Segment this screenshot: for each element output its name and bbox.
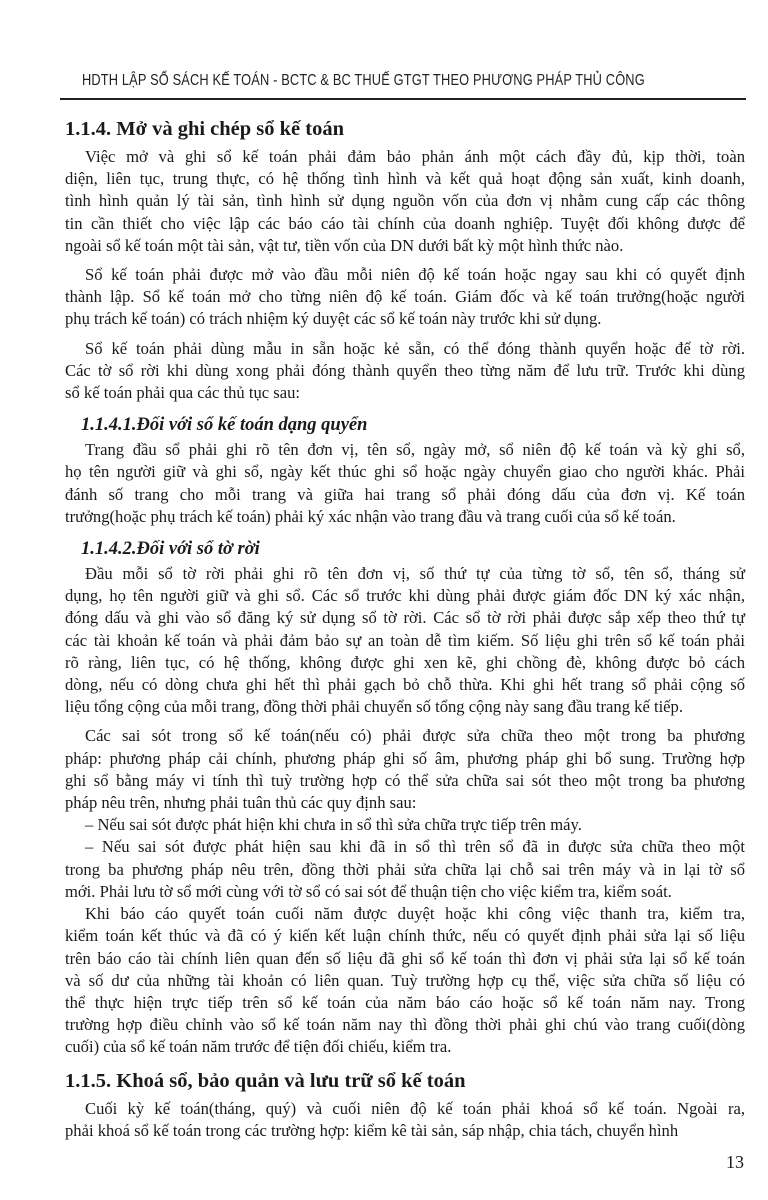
text-line: rõ ràng, liên tục, có hệ thống, không được ghi xen kẽ, ghi chồng đè, không được bỏ cách [65,652,745,672]
text-line: diện, liên tục, trung thực, có hệ thống tình hình và kết quả hoạt động sản xuất, kinh doanh, [65,169,745,189]
text-line: Các sai sót trong sổ kế toán(nếu có) phải được sửa chữa theo một trong ba phương [85,726,745,746]
text-line: kiểm toán kết thúc và đã có ý kiến kết luận chính thức, nếu có quyết định phải sửa lại số liệu [65,926,745,946]
text-line: Trang đầu sổ phải ghi rõ tên đơn vị, tên sổ, ngày mở, sổ niên độ kế toán và kỳ ghi sổ, [85,440,745,460]
text-line: tin cần thiết cho việc lập các báo cáo tài chính của doanh nghiệp. Tuyệt đối không được để [65,213,745,233]
text-line: mới. Phải lưu tờ sổ mới cùng với tờ sổ có sai sót để thuận tiện cho việc kiểm tra, kiểm soát. [65,881,672,901]
text-line: phụ trách kế toán) có trách nhiệm ký duyệt các sổ kế toán này trước khi sử dụng. [65,309,602,329]
text-line: pháp: phương pháp cải chính, phương pháp ghi số âm, phương pháp ghi bổ sung. Trường hợp [65,748,745,768]
text-line: ghi sổ bằng máy vi tính thì tuỳ trường hợp có thể sửa chữa sai sót theo một trong ba phương [65,770,745,790]
text-line: cuối) của sổ kế toán năm trước để tiện đối chiếu, kiểm tra. [65,1037,452,1057]
paragraph [65,814,745,836]
text-line: trường hợp điều chỉnh vào sổ kế toán năm nay thì đồng thời phải ghi chú vào trang cuối(dòng [65,1015,745,1035]
section-heading: 1.1.4.1.Đối với sổ kế toán dạng quyển [81,415,368,436]
text-line: trong ba phương pháp nêu trên, đồng thời phải sửa chữa lại chỗ sai trên máy và in lại tờ sổ [65,859,745,879]
text-line: Cuối kỳ kế toán(tháng, quý) và cuối niên độ kế toán phải khoá sổ kế toán. Ngoài ra, [85,1098,745,1118]
text-line: Đầu mỗi sổ tờ rời phải ghi rõ tên đơn vị, số thứ tự của từng tờ sổ, tên sổ, tháng sử [85,564,745,584]
header-rule [60,98,746,100]
text-line: Khi báo cáo quyết toán cuối năm được duyệt hoặc khi công việc thanh tra, kiểm tra, [85,904,745,924]
text-line: trưởng(hoặc phụ trách kế toán) phải ký xác nhận vào trang đầu và trang cuối của sổ kế toán. [65,506,676,526]
text-line: pháp nêu trên, nhưng phải tuân thủ các quy định sau: [65,793,417,813]
page-body [65,114,745,1149]
paragraph [65,725,745,814]
page-number: 13 [726,1152,744,1172]
paragraph [65,338,745,405]
text-line: – Nếu sai sót được phát hiện khi chưa in sổ thì sửa chữa trực tiếp trên máy. [85,815,582,835]
paragraph [65,903,745,1058]
paragraph [65,836,745,903]
paragraph [65,264,745,331]
text-line: dòng, nếu có dòng chưa ghi hết thì phải gạch bỏ chỗ thừa. Khi ghi hết trang sổ phải cộng số [65,675,745,695]
text-line: đóng dấu và ghi vào sổ đăng ký sử dụng sổ tờ rời. Các sổ tờ rời phải được sắp xếp theo thứ tự [65,608,745,628]
paragraph [65,146,745,257]
text-line: – Nếu sai sót được phát hiện sau khi đã in sổ thì trên sổ đã in được sửa chữa theo một [85,837,745,857]
text-line: họ tên người giữ và ghi sổ, ngày kết thúc ghi sổ hoặc ngày chuyển giao cho người khác. Phải [65,462,745,482]
section-heading: 1.1.5. Khoá sổ, bảo quản và lưu trữ sổ kế toán [65,1069,466,1092]
text-line: tình hình quản lý tài sản, tình hình sử dụng nguồn vốn của đơn vị nhằm cung cấp các thông [65,191,745,211]
text-line: các tài khoản kế toán và phải đảm bảo sự an toàn dễ tìm kiếm. Số liệu ghi trên sổ kế toán phải [65,630,745,650]
text-line: dụng, họ tên người giữ và ghi sổ. Các sổ trước khi dùng phải được giám đốc DN ký xác nhận, [65,586,745,606]
text-line: Sổ kế toán phải được mở vào đầu mỗi niên độ kế toán hoặc ngay sau khi có quyết định [85,265,745,285]
paragraph [65,1098,745,1142]
text-line: đánh số trang cho mỗi trang và giữa hai trang sổ phải đóng dấu của đơn vị. Kế toán [65,484,745,504]
text-line: Các tờ sổ rời khi dùng xong phải đóng thành quyển theo từng năm để lưu trữ. Trước khi dùng [65,360,745,380]
paragraph [65,439,745,528]
text-line: thể thực hiện trực tiếp trên sổ kế toán của năm báo cáo hoặc sổ kế toán năm nay. Trong [65,992,745,1012]
text-line: trên báo cáo tài chính liên quan đến số liệu đã ghi sổ kế toán thì đơn vị phải sửa lại sổ kế toán [65,948,745,968]
section-heading: 1.1.4.2.Đối với sổ tờ rời [81,539,260,560]
text-line: sổ kế toán phải qua các thủ tục sau: [65,383,301,403]
text-line: và số dư của những tài khoản có liên quan. Tuỳ trường hợp cụ thể, việc sửa chữa số liệu có [65,970,745,990]
text-line: Việc mở và ghi sổ kế toán phải đảm bảo phản ánh một cách đầy đủ, kịp thời, toàn [85,147,745,166]
section-heading: 1.1.4. Mở và ghi chép sổ kế toán [65,118,345,140]
text-line: phải khoá sổ kế toán trong các trường hợp: kiểm kê tài sản, sáp nhập, chia tách, chuyển hình [65,1120,679,1140]
text-line: Sổ kế toán phải dùng mẫu in sẵn hoặc kẻ sẵn, có thể đóng thành quyển hoặc để tờ rời. [85,338,745,358]
text-line: ngoài sổ kế toán một tài sản, vật tư, tiền vốn của DN dưới bất kỳ một hình thức nào. [65,235,624,255]
paragraph [65,563,745,718]
text-line: thành lập. Sổ kế toán mở cho từng niên độ kế toán. Giám đốc và kế toán trưởng(hoặc người [65,287,745,307]
text-line: liệu tổng cộng của mỗi trang, đồng thời phải chuyển số tổng cộng này sang đầu trang kế tiếp. [65,697,683,717]
running-head: HDTH LẬP SỔ SÁCH KẾ TOÁN - BCTC & BC THUẾ GTGT THEO PHƯƠNG PHÁP THỦ CÔNG [82,72,645,89]
